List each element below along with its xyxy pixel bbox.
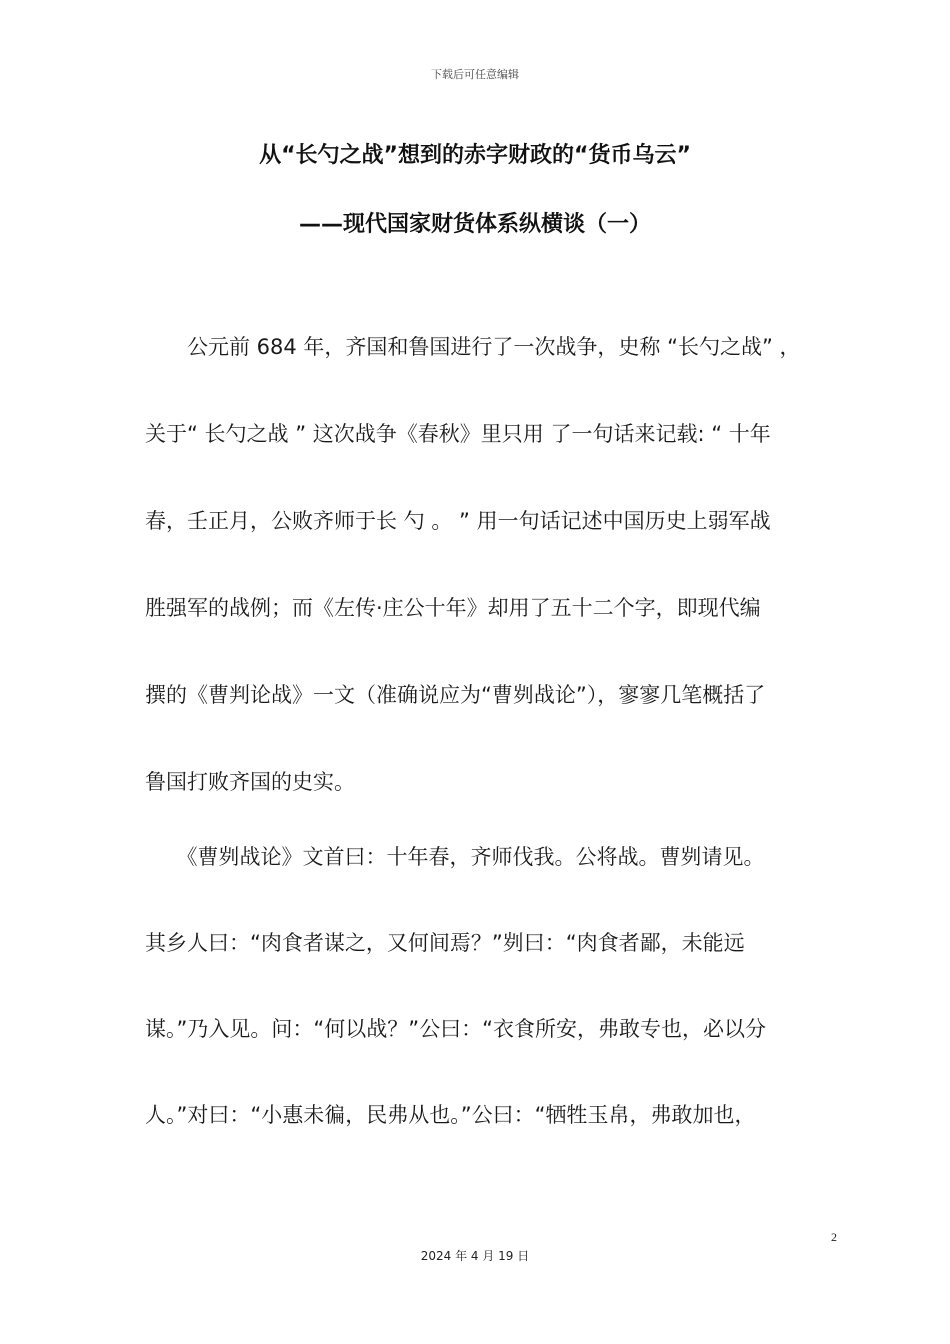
body-line: 胜强军的战例；而《左传·庄公十年》却用了五十二个字，即现代编 [145,596,761,620]
footer-date: 2024 年 4 月 19 日 [420,1249,530,1263]
body-line: 春，壬正月，公败齐师于长 勺 。 ” 用一句话记述中国历史上弱军战 [145,509,771,533]
page-number: 2 [831,1230,837,1244]
body-line: 关于“ 长勺之战 ” 这次战争《春秋》里只用 了一句话来记载: “ 十年 [145,422,771,446]
body-line: 谋。”乃入见。问：“何以战？”公曰：“衣食所安，弗敢专也，必以分 [145,1017,767,1041]
document-subtitle: ——现代国家财货体系纵横谈（一） [298,212,651,237]
document-title: 从“长勺之战”想到的赤字财政的“货币乌云” [259,143,691,168]
body-line: 《曹刿战论》文首曰：十年春，齐师伐我。公将战。曹刿请见。 [145,845,765,869]
header-note: 下载后可任意编辑 [431,69,519,81]
body-line: 鲁国打败齐国的史实。 [145,770,355,794]
body-line: 撰的《曹判论战》一文（准确说应为“曹刿战论”），寥寥几笔概括了 [145,683,766,707]
body-line: 其乡人曰：“肉食者谋之，又何间焉？”刿曰：“肉食者鄙，未能远 [145,931,745,955]
body-line: 公元前 684 年，齐国和鲁国进行了一次战争，史称 “长勺之战” ， [145,335,801,359]
body-line: 人。”对曰：“小惠未徧，民弗从也。”公曰：“牺牲玉帛，弗敢加也， [145,1103,756,1127]
